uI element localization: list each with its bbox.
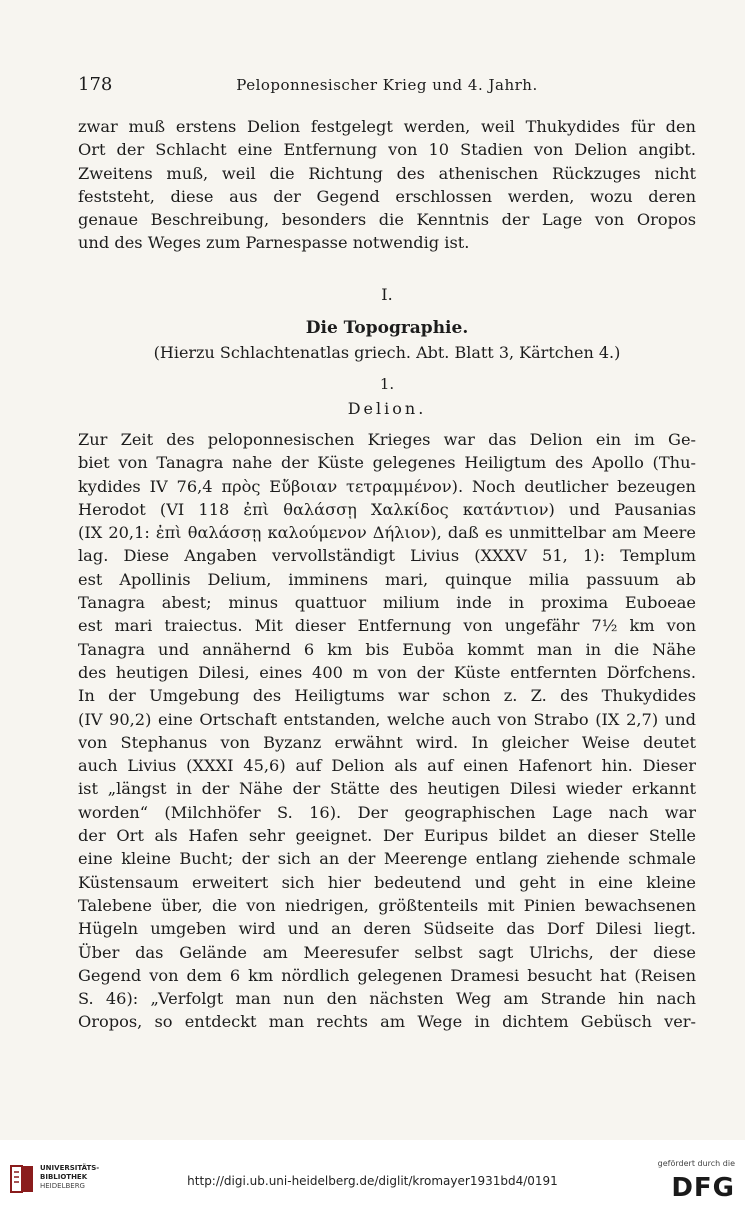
text-line: worden“ (Milchhöfer S. 16). Der geographischen Lage nach war: [78, 802, 696, 822]
section-numeral: I.: [381, 285, 393, 304]
text-line: est mari traiectus. Mit dieser Entfernung von ungefähr 7½ km von: [78, 616, 696, 636]
text-line: Tanagra und annähernd 6 km bis Euböa kommt man in die Nähe: [78, 639, 696, 659]
subsection-title: Delion.: [347, 399, 427, 418]
text-line: Gegend von dem 6 km nördlich gelegenen Dramesi besucht hat (Reisen: [78, 965, 696, 985]
text-line: kydides IV 76,4 πρὸς Εὔβοιαν τετραμμένον). Noch deutlicher bezeugen: [78, 476, 696, 496]
text-line: Zweitens muß, weil die Richtung des athenischen Rückzuges nicht: [78, 163, 696, 183]
text-line: In der Umgebung des Heiligtums war schon z. Z. des Thukydides: [78, 686, 696, 706]
subsection-numeral: 1.: [379, 375, 395, 393]
text-line: eine kleine Bucht; der sich an der Meerenge entlang ziehende schmale: [78, 849, 696, 869]
text-line: genaue Beschreibung, besonders die Kenntnis der Lage von Oropos: [78, 210, 696, 230]
text-line: Ort der Schlacht eine Entfernung von 10 Stadien von Delion angibt.: [78, 140, 696, 160]
section-note: (Hierzu Schlachtenatlas griech. Abt. Blatt 3, Kärtchen 4.): [153, 343, 621, 362]
text-line: des heutigen Dilesi, eines 400 m von der Küste entfernten Dörfchens.: [78, 662, 696, 682]
text-line: auch Livius (XXXI 45,6) auf Delion als auf einen Hafenort hin. Dieser: [78, 756, 696, 776]
permalink[interactable]: http://digi.ub.uni-heidelberg.de/diglit/kromayer1931bd4/0191: [187, 1174, 558, 1188]
body-paragraph: [78, 428, 696, 1034]
intro-paragraph: [78, 115, 696, 255]
text-line: der Ort als Hafen sehr geeignet. Der Euripus bildet an dieser Stelle: [78, 826, 696, 846]
text-line: biet von Tanagra nahe der Küste gelegenes Heiligtum des Apollo (Thu-: [78, 453, 696, 473]
library-name-line: BIBLIOTHEK: [40, 1173, 88, 1181]
text-line: zwar muß erstens Delion festgelegt werden, weil Thukydides für den: [78, 117, 696, 136]
text-line: Oropos, so entdeckt man rechts am Wege in dichtem Gebüsch ver-: [78, 1012, 696, 1032]
text-line: Tanagra abest; minus quattuor milium inde in proxima Euboeae: [78, 593, 696, 613]
section-title: Die Topographie.: [305, 318, 469, 338]
funded-by-label: gefördert durch die: [657, 1159, 735, 1168]
text-line: und des Weges zum Parnespasse notwendig ist.: [78, 233, 470, 253]
dfg-logo: DFG: [671, 1173, 735, 1203]
text-line: ist „längst in der Nähe der Stätte des heutigen Dilesi wieder erkannt: [78, 779, 696, 799]
text-line: (IV 90,2) eine Ortschaft entstanden, welche auch von Strabo (IX 2,7) und: [78, 709, 696, 729]
text-line: (IX 20,1: ἐπὶ θαλάσσῃ καλούμενον Δήλιον), daß es unmittelbar am Meere: [78, 523, 696, 543]
page-number: 178: [78, 74, 113, 95]
text-line: S. 46): „Verfolgt man nun den nächsten Weg am Strande hin nach: [78, 989, 696, 1009]
text-line: Küstensaum erweitert sich hier bedeutend und geht in eine kleine: [78, 872, 696, 892]
library-name-line: HEIDELBERG: [40, 1182, 85, 1190]
text-line: Talebene über, die von niedrigen, größtenteils mit Pinien bewachsenen: [78, 895, 696, 915]
page-header: [78, 74, 696, 102]
library-name-line: UNIVERSITÄTS-: [40, 1164, 100, 1172]
text-line: Herodot (VI 118 ἐπὶ θαλάσσῃ Χαλκίδος κατάντιον) und Pausanias: [78, 499, 696, 519]
digitization-footer: [0, 1140, 745, 1212]
text-line: Hügeln umgeben wird und an deren Südseite das Dorf Dilesi liegt.: [78, 919, 696, 939]
text-line: von Stephanus von Byzanz erwähnt wird. In gleicher Weise deutet: [78, 732, 696, 752]
text-line: est Apollinis Delium, imminens mari, quinque milia passuum ab: [78, 569, 696, 589]
running-title: Peloponnesischer Krieg und 4. Jahrh.: [236, 76, 538, 94]
text-line: Über das Gelände am Meeresufer selbst sagt Ulrichs, der diese: [78, 942, 696, 962]
text-line: feststeht, diese aus der Gegend erschlossen werden, wozu deren: [78, 186, 696, 206]
text-line: Zur Zeit des peloponnesischen Krieges war das Delion ein im Ge-: [78, 430, 696, 449]
text-line: lag. Diese Angaben vervollständigt Livius (XXXV 51, 1): Templum: [78, 546, 696, 566]
